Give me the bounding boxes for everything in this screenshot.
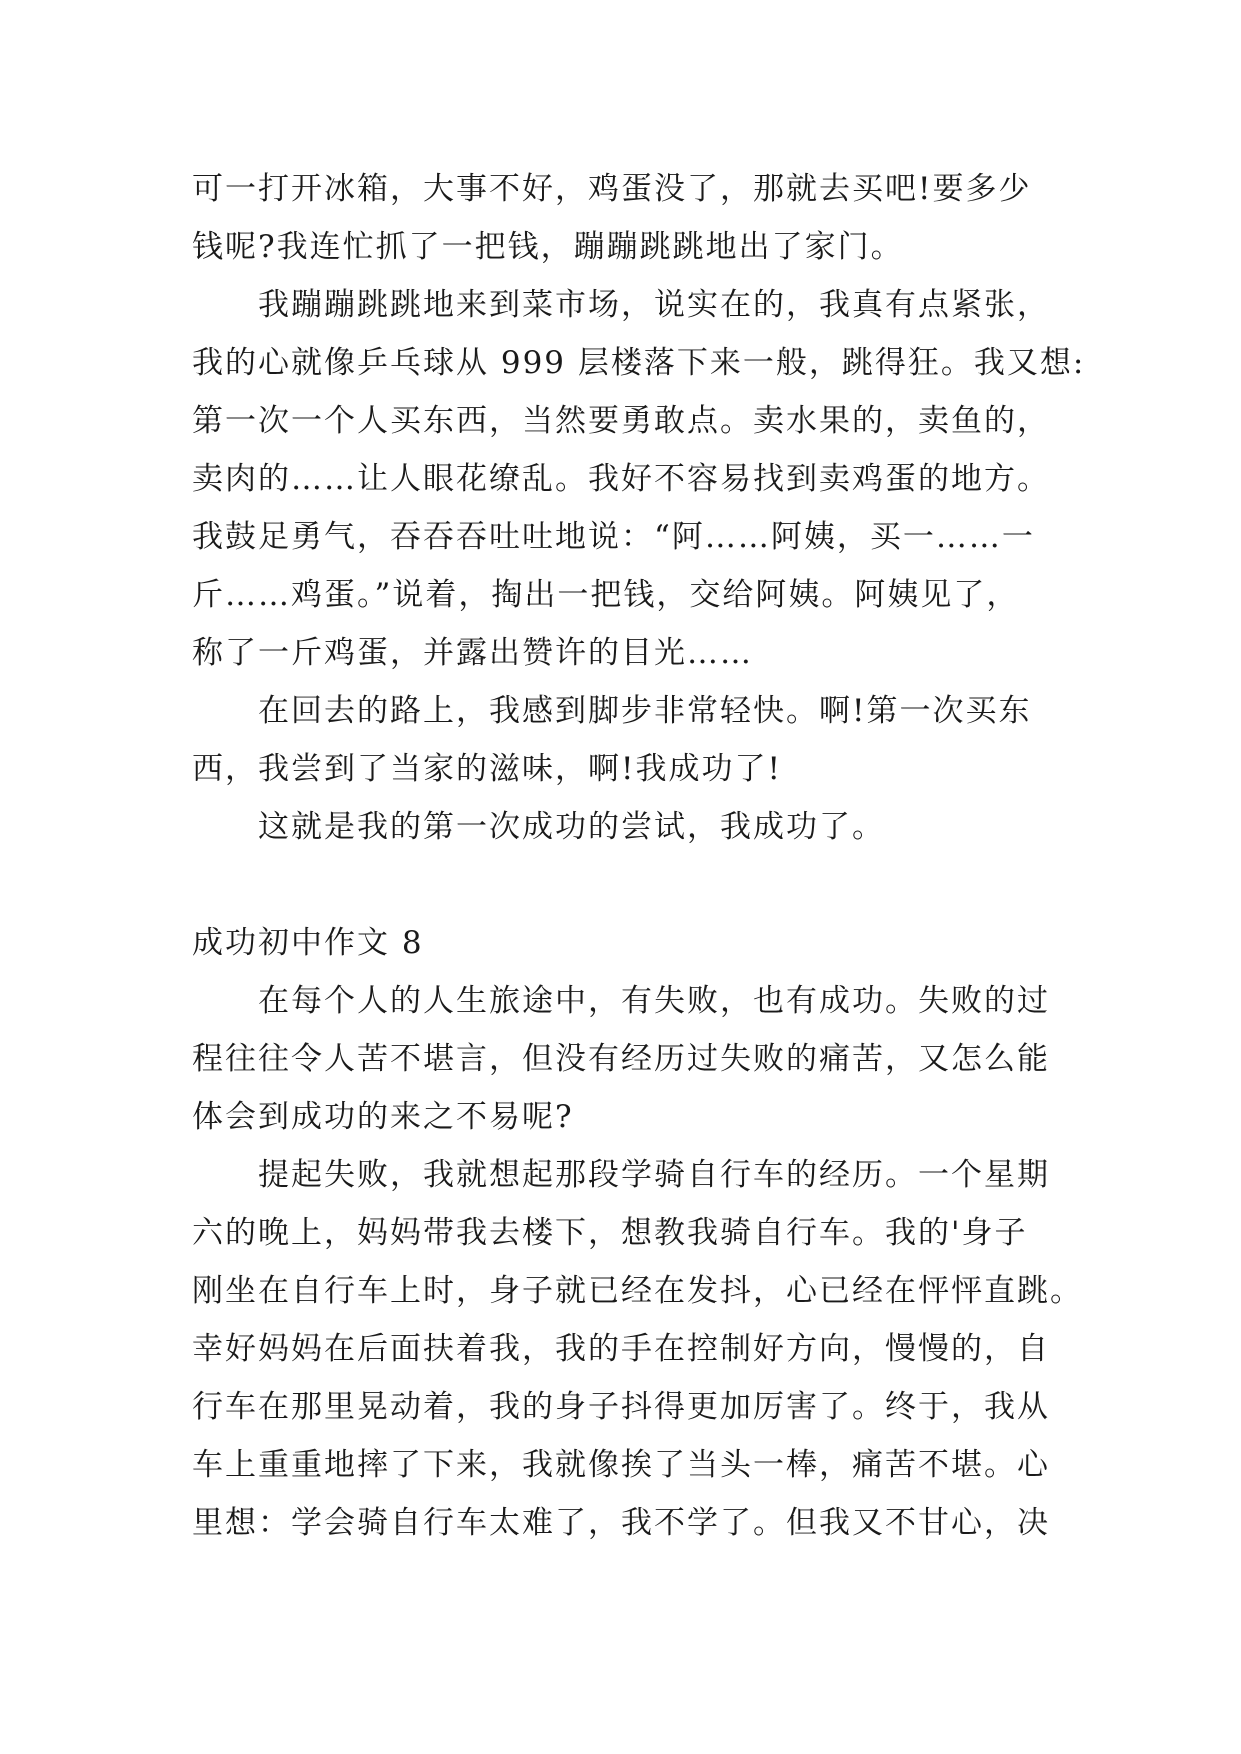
text-line: 可一打开冰箱，大事不好，鸡蛋没了，那就去买吧!要多少 [192,171,1032,207]
blank-line [192,856,1062,914]
text-line: 体会到成功的来之不易呢? [192,1099,574,1135]
paragraph [192,798,1062,856]
text-line: 里想：学会骑自行车太难了，我不学了。但我又不甘心，决 [192,1505,1050,1541]
text-line: 幸好妈妈在后面扶着我，我的手在控制好方向，慢慢的，自 [192,1331,1050,1367]
text-line: 第一次一个人买东西，当然要勇敢点。卖水果的，卖鱼的， [192,403,1050,439]
text-line: 刚坐在自行车上时，身子就已经在发抖，心已经在怦怦直跳。 [192,1273,1083,1309]
text-line: 行车在那里晃动着，我的身子抖得更加厉害了。终于，我从 [192,1389,1050,1425]
text-line: 六的晚上，妈妈带我去楼下，想教我骑自行车。我的'身子 [192,1215,1028,1251]
paragraph [192,972,1062,1146]
text-line: 提起失败，我就想起那段学骑自行车的经历。一个星期 [258,1157,1050,1193]
paragraph [192,160,1062,276]
text-line: 我鼓足勇气，吞吞吞吐吐地说：“阿……阿姨，买一……一 [192,519,1035,555]
text-line: 我的心就像乒乓球从 999 层楼落下来一般，跳得狂。我又想: [192,345,1086,381]
text-line: 车上重重地摔了下来，我就像挨了当头一棒，痛苦不堪。心 [192,1447,1050,1483]
paragraph [192,682,1062,798]
text-line: 这就是我的第一次成功的尝试，我成功了。 [258,809,885,845]
text-line: 在每个人的人生旅途中，有失败，也有成功。失败的过 [258,983,1050,1019]
text-line: 程往往令人苦不堪言，但没有经历过失败的痛苦，又怎么能 [192,1041,1050,1077]
paragraph [192,276,1086,682]
text-line: 卖肉的……让人眼花缭乱。我好不容易找到卖鸡蛋的地方。 [192,461,1050,497]
text-line: 称了一斤鸡蛋，并露出赞许的目光…… [192,635,753,671]
text-line: 斤……鸡蛋。”说着，掏出一把钱，交给阿姨。阿姨见了， [192,577,1020,613]
document-page [192,160,1086,1552]
section-title: 成功初中作文 8 [192,925,424,961]
paragraph [192,1146,1083,1552]
text-line: 我蹦蹦跳跳地来到菜市场，说实在的，我真有点紧张， [258,287,1050,323]
text-line: 西，我尝到了当家的滋味，啊!我成功了! [192,751,782,787]
text-line: 在回去的路上，我感到脚步非常轻快。啊!第一次买东 [258,693,1032,729]
text-line: 钱呢?我连忙抓了一把钱，蹦蹦跳跳地出了家门。 [192,229,904,265]
